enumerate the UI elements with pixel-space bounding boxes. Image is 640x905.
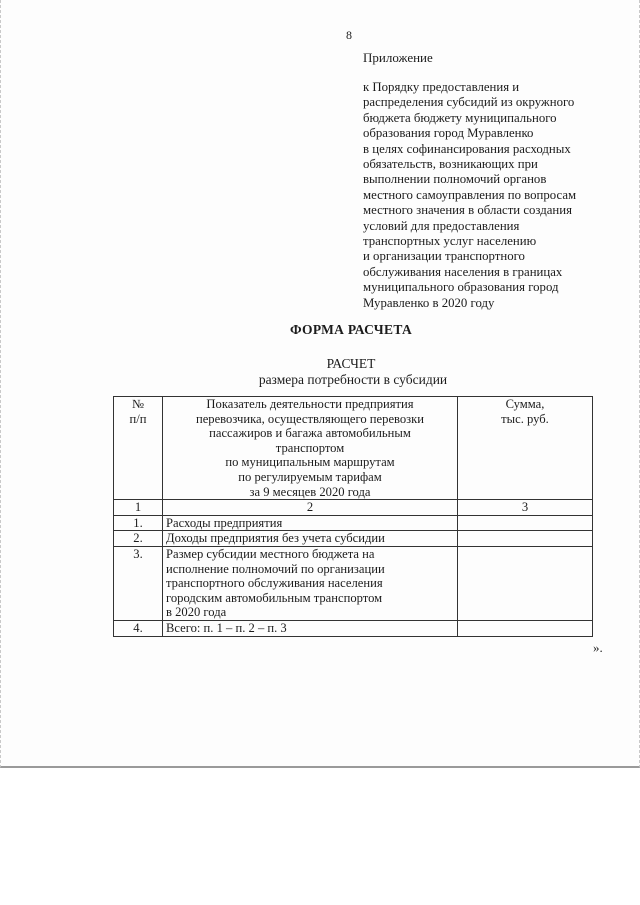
closing-mark: ». [593, 640, 603, 655]
row-indicator [163, 546, 458, 620]
calculation-table [113, 396, 593, 637]
row-indicator-line: Доходы предприятия без учета субсидии [166, 531, 385, 546]
appendix-line: к Порядку предоставления и [363, 80, 520, 94]
row-indicator-line: транспортного обслуживания населения [166, 576, 383, 591]
appendix-title: Приложение [363, 50, 433, 65]
row-sum [458, 546, 593, 620]
table-row [114, 546, 593, 620]
appendix-line: транспортных услуг населению [363, 234, 537, 249]
appendix-line: местного значения в области создания [363, 203, 573, 218]
row-sum [458, 620, 593, 636]
header-sum-line: Сумма, [505, 397, 545, 411]
row-number: 4. [114, 620, 163, 636]
column-index-row [114, 500, 593, 516]
appendix-line: местного самоуправления по вопросам [363, 187, 577, 202]
row-number: 3. [114, 546, 163, 620]
header-indicator-line: за 9 месяцев 2020 года [249, 484, 371, 499]
row-indicator-line: исполнение полномочий по организации [166, 561, 385, 576]
appendix-line: обязательств, возникающих при [363, 157, 538, 172]
header-indicator-line: по муниципальным маршрутам [225, 455, 395, 470]
form-title: ФОРМА РАСЧЕТА [289, 322, 413, 337]
appendix-line: в целях софинансирования расходных [363, 141, 571, 156]
header-sum-line: тыс. руб. [501, 411, 549, 426]
table-row [114, 515, 593, 531]
appendix-line: распределения субсидий из окружного [363, 95, 575, 110]
header-number [114, 397, 163, 500]
appendix-line: условий для предоставления [363, 218, 520, 233]
row-indicator-line: городским автомобильным транспортом [166, 590, 383, 605]
column-index: 1 [114, 500, 163, 516]
appendix-line: образования город Муравленко [363, 126, 534, 141]
header-indicator-line: пассажиров и багажа автомобильным [209, 426, 411, 441]
row-indicator-line: Всего: п. 1 – п. 2 – п. 3 [166, 620, 287, 635]
row-indicator [163, 531, 458, 547]
row-sum [458, 515, 593, 531]
table-row [114, 620, 593, 636]
column-index: 3 [458, 500, 593, 516]
appendix-line: и организации транспортного [363, 249, 525, 264]
row-indicator-line: Размер субсидии местного бюджета на [166, 546, 375, 561]
header-indicator-line: перевозчика, осуществляющего перевозки [195, 411, 425, 426]
header-indicator-line: по регулируемым тарифам [238, 469, 382, 484]
appendix-line: Муравленко в 2020 году [363, 295, 495, 310]
row-indicator [163, 620, 458, 636]
header-indicator [163, 397, 458, 500]
appendix-line: муниципального образования город [363, 280, 559, 295]
calc-title: РАСЧЕТ [326, 356, 376, 371]
row-number: 2. [114, 531, 163, 547]
page-number: 8 [346, 28, 352, 42]
row-number: 1. [114, 515, 163, 531]
header-number-line: п/п [129, 411, 147, 426]
column-index: 2 [163, 500, 458, 516]
row-indicator-line: в 2020 года [166, 605, 227, 620]
header-sum [458, 397, 593, 500]
header-indicator-line: Показатель деятельности предприятия [206, 397, 414, 411]
row-indicator [163, 515, 458, 531]
appendix-line: выполнении полномочий органов [363, 172, 547, 187]
appendix-text [363, 80, 613, 311]
calc-subtitle: размера потребности в субсидии [258, 372, 448, 387]
table-body [114, 500, 593, 636]
appendix-line: обслуживания населения в границах [363, 264, 563, 279]
appendix-line: бюджета бюджету муниципального [363, 110, 557, 125]
header-number-line: № [131, 397, 145, 411]
table-header-row [114, 397, 593, 500]
row-sum [458, 531, 593, 547]
table-row [114, 531, 593, 547]
row-indicator-line: Расходы предприятия [166, 515, 283, 530]
header-indicator-line: транспортом [275, 440, 345, 455]
